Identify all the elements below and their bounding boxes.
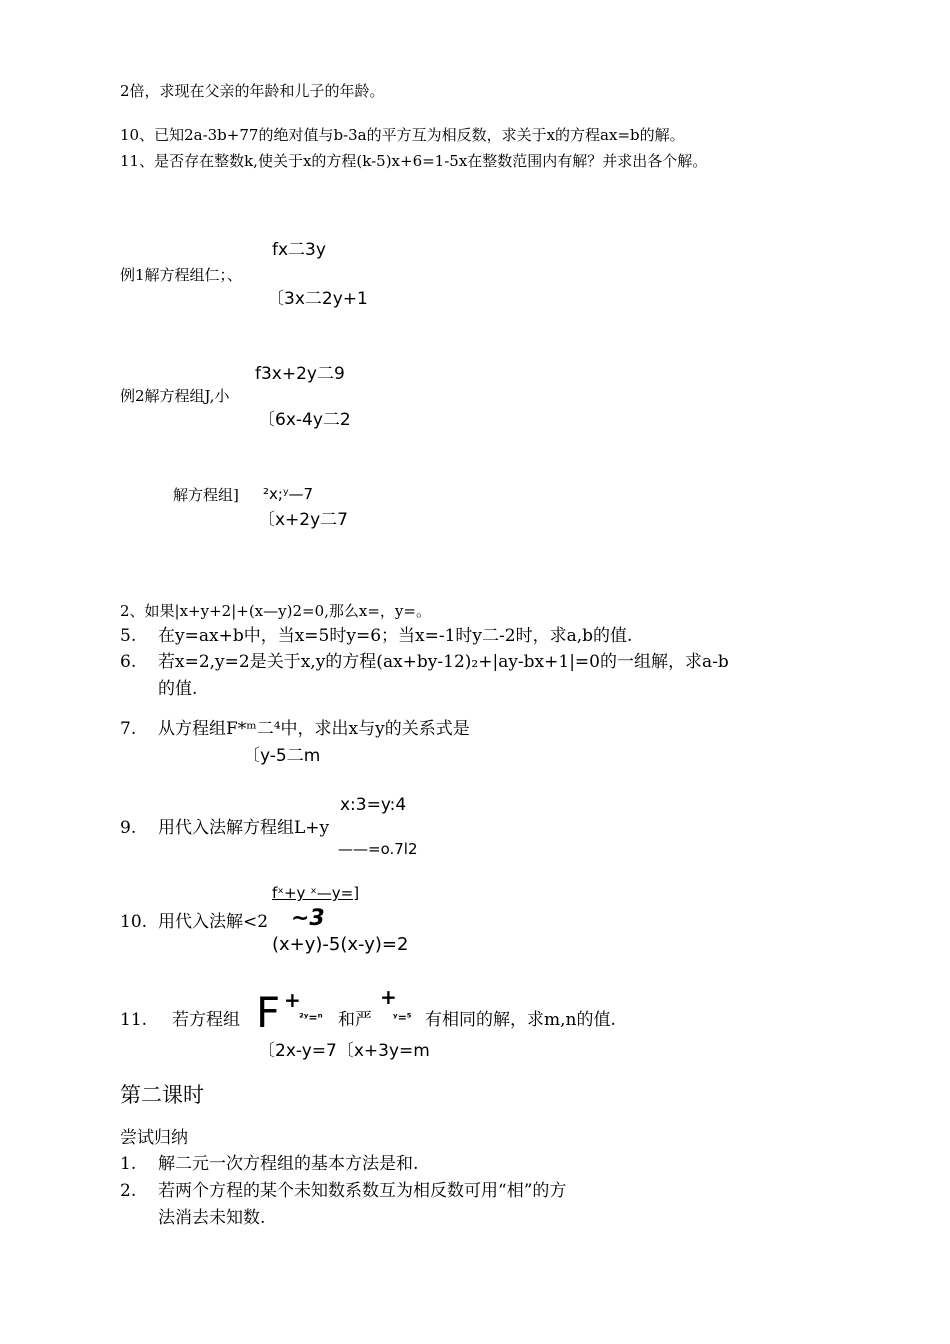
question-6-line1: 若x=2,y=2是关于x,y的方程(ax+by-12)₂+|ay-bx+1|=0的一组解，求a-b: [158, 652, 729, 672]
question-11-plus-1: +: [284, 988, 301, 1012]
question-10-eq-top: fˣ+y ˣ—y=]: [272, 884, 360, 902]
question-5-number: 5.: [120, 626, 137, 646]
example2-eq-bottom: 〔6x-4y二2: [258, 410, 351, 430]
example1-eq-top: fx二3y: [272, 240, 326, 260]
question-11-text-a: 若方程组: [172, 1010, 240, 1030]
problem-11: 11、是否存在整数k,使关于x的方程(k-5)x+6=1-5x在整数范围内有解？并求出各个解。: [120, 152, 708, 170]
question-9-eq-bottom: ——=o.7l2: [338, 840, 418, 858]
question-9-number: 9.: [120, 818, 137, 838]
question-11-plus-2: +: [380, 985, 397, 1009]
question-10-eq-bottom: (x+y)-5(x-y)=2: [272, 934, 409, 955]
list-item-text: 若两个方程的某个未知数系数互为相反数可用“相”的方: [158, 1181, 567, 1201]
list-item-continuation: 法消去未知数.: [158, 1208, 266, 1228]
example3-eq-top: ²x;ʸ—7: [263, 485, 314, 503]
question-10-number: 10.: [120, 912, 148, 932]
question-9-text: 用代入法解方程组L+y: [158, 818, 330, 838]
example1-eq-bottom: 〔3x二2y+1: [267, 289, 368, 309]
list-item-number: 1.: [120, 1154, 137, 1174]
problem-9-continuation: 2倍，求现在父亲的年龄和儿子的年龄。: [120, 82, 385, 100]
example2-eq-top: f3x+2y二9: [255, 364, 345, 384]
question-11-big-f: F: [256, 988, 281, 1037]
question-11-number: 11.: [120, 1010, 148, 1030]
section-subtitle: 尝试归纳: [120, 1128, 188, 1148]
question-2: 2、如果|x+y+2|+(x—y)2=0,那么x=，y=。: [120, 602, 431, 620]
question-11-text-c: 有相同的解，求m,n的值.: [425, 1010, 616, 1030]
question-7-text: 从方程组F*ᵐ二⁴中，求出x与y的关系式是: [158, 719, 470, 739]
question-11-mid-1: ²ʸ=ⁿ: [299, 1011, 323, 1024]
example3-eq-bottom: 〔x+2y二7: [258, 510, 348, 530]
question-11-mid-2: ʸ=⁵: [393, 1011, 412, 1024]
question-6-number: 6.: [120, 652, 137, 672]
question-11-equations: 〔2x-y=7〔x+3y=m: [258, 1041, 430, 1061]
question-11-text-b: 和严: [338, 1010, 372, 1030]
section-title: 第二课时: [120, 1083, 204, 1107]
question-7-number: 7.: [120, 719, 137, 739]
problem-10: 10、已知2a-3b+77的绝对值与b-3a的平方互为相反数，求关于x的方程ax=b的解。: [120, 126, 685, 144]
question-6-line2: 的值.: [158, 679, 198, 699]
question-10-tilde: ~3: [291, 906, 325, 931]
question-10-text: 用代入法解<2: [158, 912, 269, 932]
question-9-eq-top: x:3=y:4: [340, 795, 407, 815]
question-7-equation: 〔y-5二m: [243, 746, 321, 766]
list-item-number: 2.: [120, 1181, 137, 1201]
list-item-text: 解二元一次方程组的基本方法是和.: [158, 1154, 419, 1174]
example2-label: 例2解方程组J,小: [120, 387, 230, 405]
question-5-text: 在y=ax+b中，当x=5时y=6；当x=-1时y二-2时，求a,b的值.: [158, 626, 633, 646]
example3-label: 解方程组]: [173, 486, 239, 504]
example1-label: 例1解方程组仁；、: [120, 266, 243, 284]
